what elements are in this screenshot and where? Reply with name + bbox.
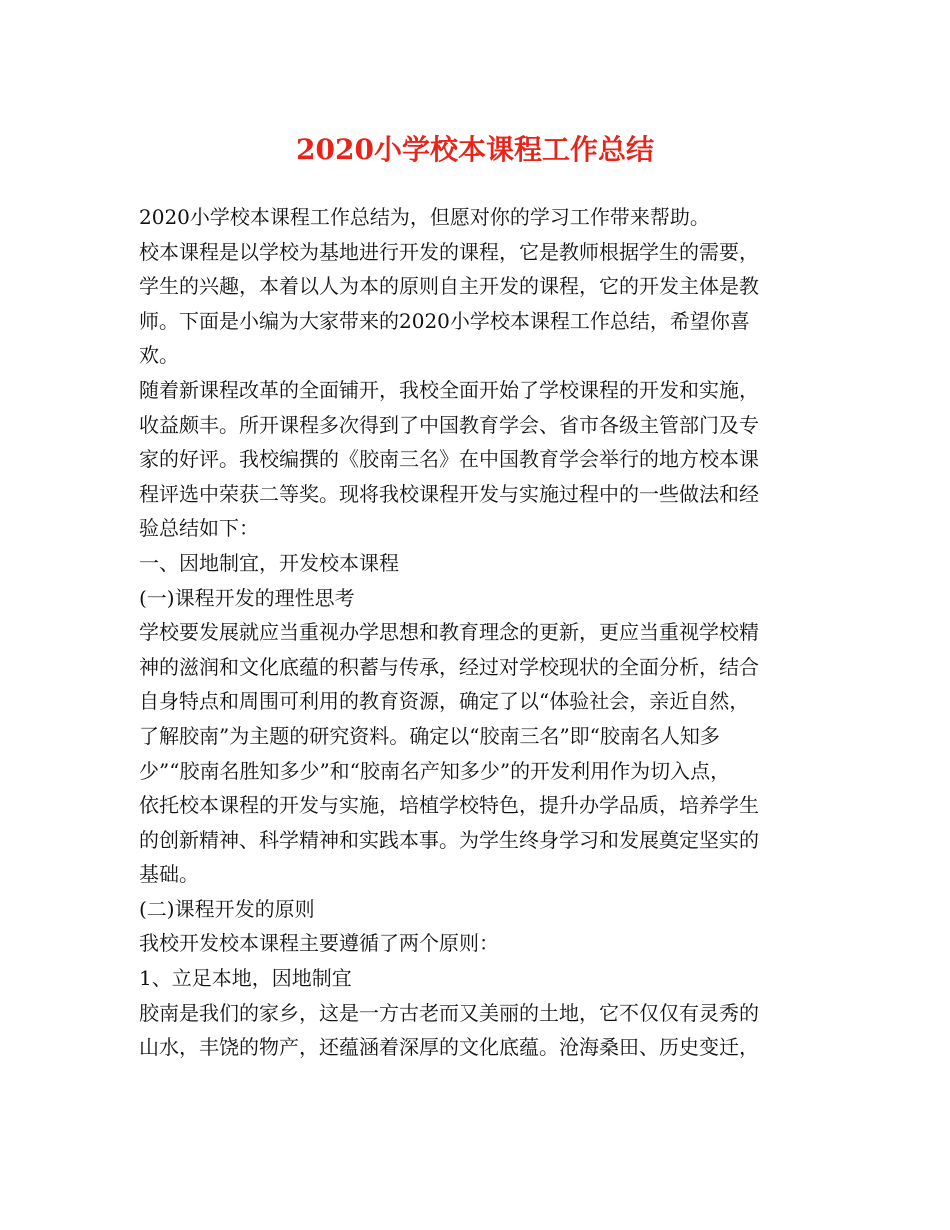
text-line: 师。下面是小编为大家带来的2020小学校本课程工作总结，希望你喜 [139,308,750,333]
text-line: 校本课程是以学校为基地进行开发的课程，它是教师根据学生的需要， [139,239,759,264]
document-body [139,200,829,1065]
page-title: 2020小学校本课程工作总结 [296,133,654,166]
text-line: 胶南是我们的家乡，这是一方古老而又美丽的土地，它不仅仅有灵秀的 [139,1000,759,1025]
text-line: 少”“胶南名胜知多少”和“胶南名产知多少”的开发利用作为切入点， [139,758,731,783]
text-line: 了解胶南”为主题的研究资料。确定以“胶南三名”即“胶南名人知多 [139,723,720,748]
text-line: 程评选中荣获二等奖。现将我校课程开发与实施过程中的一些做法和经 [139,481,759,506]
text-line: 验总结如下： [139,516,259,541]
text-line: 2020小学校本课程工作总结为，但愿对你的学习工作带来帮助。 [139,205,710,229]
text-line: 基础。 [139,862,199,887]
text-line: 欢。 [139,343,179,368]
text-line: 随着新课程改革的全面铺开，我校全面开始了学校课程的开发和实施， [139,377,759,402]
text-line: 我校开发校本课程主要遵循了两个原则： [139,931,499,956]
text-line: (二)课程开发的原则 [139,896,315,921]
text-line: 收益颇丰。所开课程多次得到了中国教育学会、省市各级主管部门及专 [139,412,759,437]
text-line: 家的好评。我校编撰的《胶南三名》在中国教育学会举行的地方校本课 [139,447,759,472]
text-line: (一)课程开发的理性思考 [139,585,355,610]
text-line: 学生的兴趣，本着以人为本的原则自主开发的课程，它的开发主体是教 [139,274,759,299]
text-line: 自身特点和周围可利用的教育资源，确定了以“体验社会，亲近自然， [139,689,750,714]
text-line: 神的滋润和文化底蕴的积蓄与传承，经过对学校现状的全面分析，结合 [139,654,759,679]
text-line: 山水，丰饶的物产，还蕴涵着深厚的文化底蕴。沧海桑田、历史变迁， [139,1035,759,1060]
text-line: 一、因地制宜，开发校本课程 [139,550,399,575]
text-line: 学校要发展就应当重视办学思想和教育理念的更新，更应当重视学校精 [139,620,759,645]
text-line: 1、立足本地，因地制宜 [139,966,352,991]
text-line: 依托校本课程的开发与实施，培植学校特色，提升办学品质，培养学生 [139,793,759,818]
text-line: 的创新精神、科学精神和实践本事。为学生终身学习和发展奠定坚实的 [139,827,759,852]
